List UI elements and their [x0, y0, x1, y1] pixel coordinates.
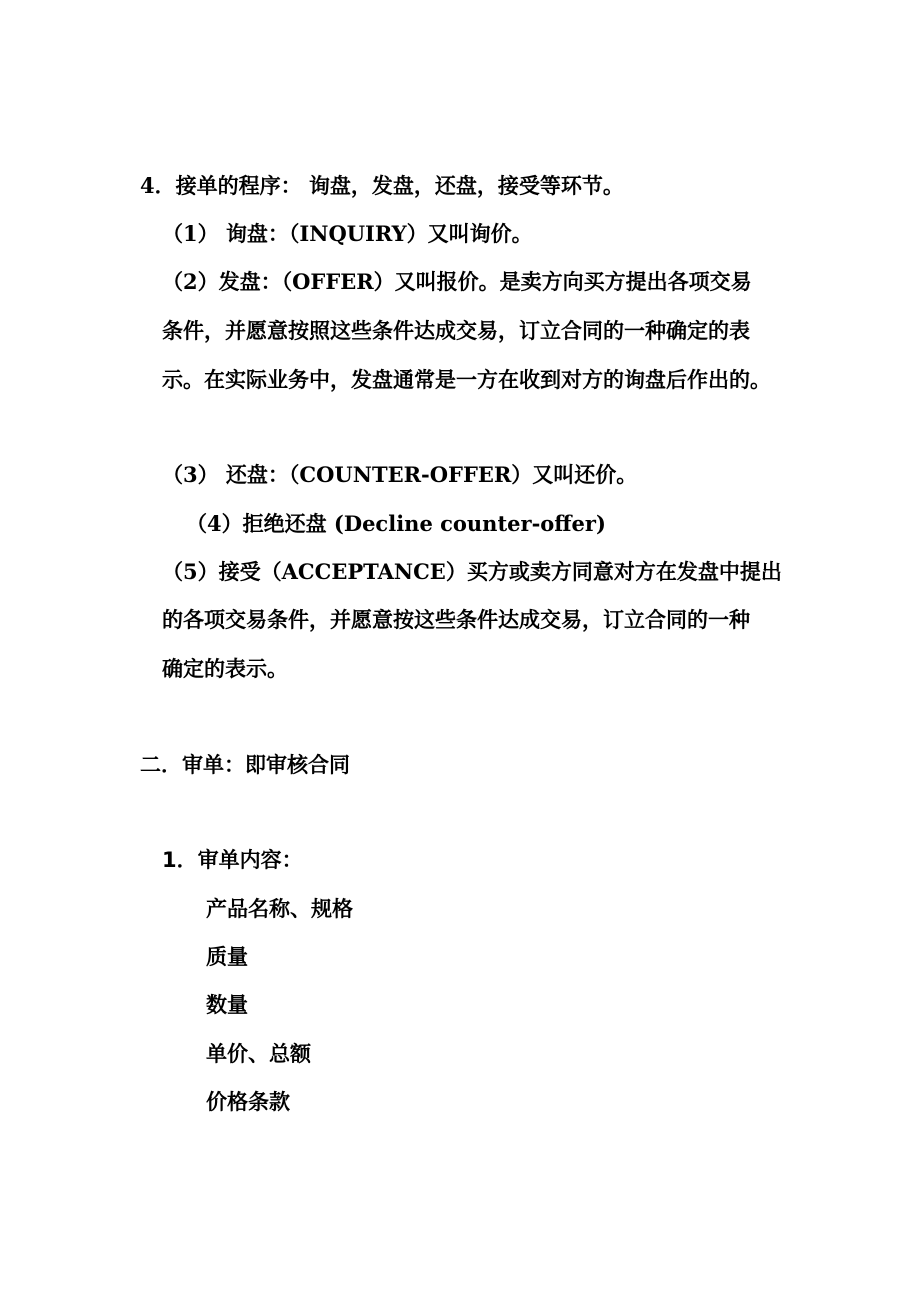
review-item-product-name: 产品名称、规格 [206, 896, 353, 921]
item-offer-line-2: 条件，并愿意按照这些条件达成交易，订立合同的一种确定的表 [162, 318, 750, 343]
item-counter-offer: （3） 还盘：（COUNTER-OFFER）又叫还价。 [162, 462, 638, 487]
item-offer-line-3: 示。在实际业务中，发盘通常是一方在收到对方的询盘后作出的。 [162, 367, 771, 392]
item-acceptance-line-3: 确定的表示。 [162, 656, 288, 681]
review-item-price-total: 单价、总额 [206, 1041, 311, 1066]
section-2-heading: 二．审单：即审核合同 [140, 752, 350, 777]
review-item-quality: 质量 [206, 944, 248, 969]
review-item-quantity: 数量 [206, 992, 248, 1017]
review-content-heading: 1．审单内容： [162, 848, 303, 872]
item-offer-line-1: （2）发盘：（OFFER）又叫报价。是卖方向买方提出各项交易 [162, 269, 752, 294]
item-acceptance-line-1: （5）接受（ACCEPTANCE）买方或卖方同意对方在发盘中提出 [162, 559, 782, 584]
item-decline-counter-offer: （4）拒绝还盘 (Decline counter-offer) [186, 511, 606, 536]
item-inquiry: （1） 询盘：（INQUIRY）又叫询价。 [162, 221, 533, 246]
section-4-heading: 4．接单的程序： 询盘，发盘，还盘，接受等环节。 [140, 173, 624, 198]
item-acceptance-line-2: 的各项交易条件，并愿意按这些条件达成交易，订立合同的一种 [162, 607, 750, 632]
review-item-price-terms: 价格条款 [206, 1089, 290, 1114]
